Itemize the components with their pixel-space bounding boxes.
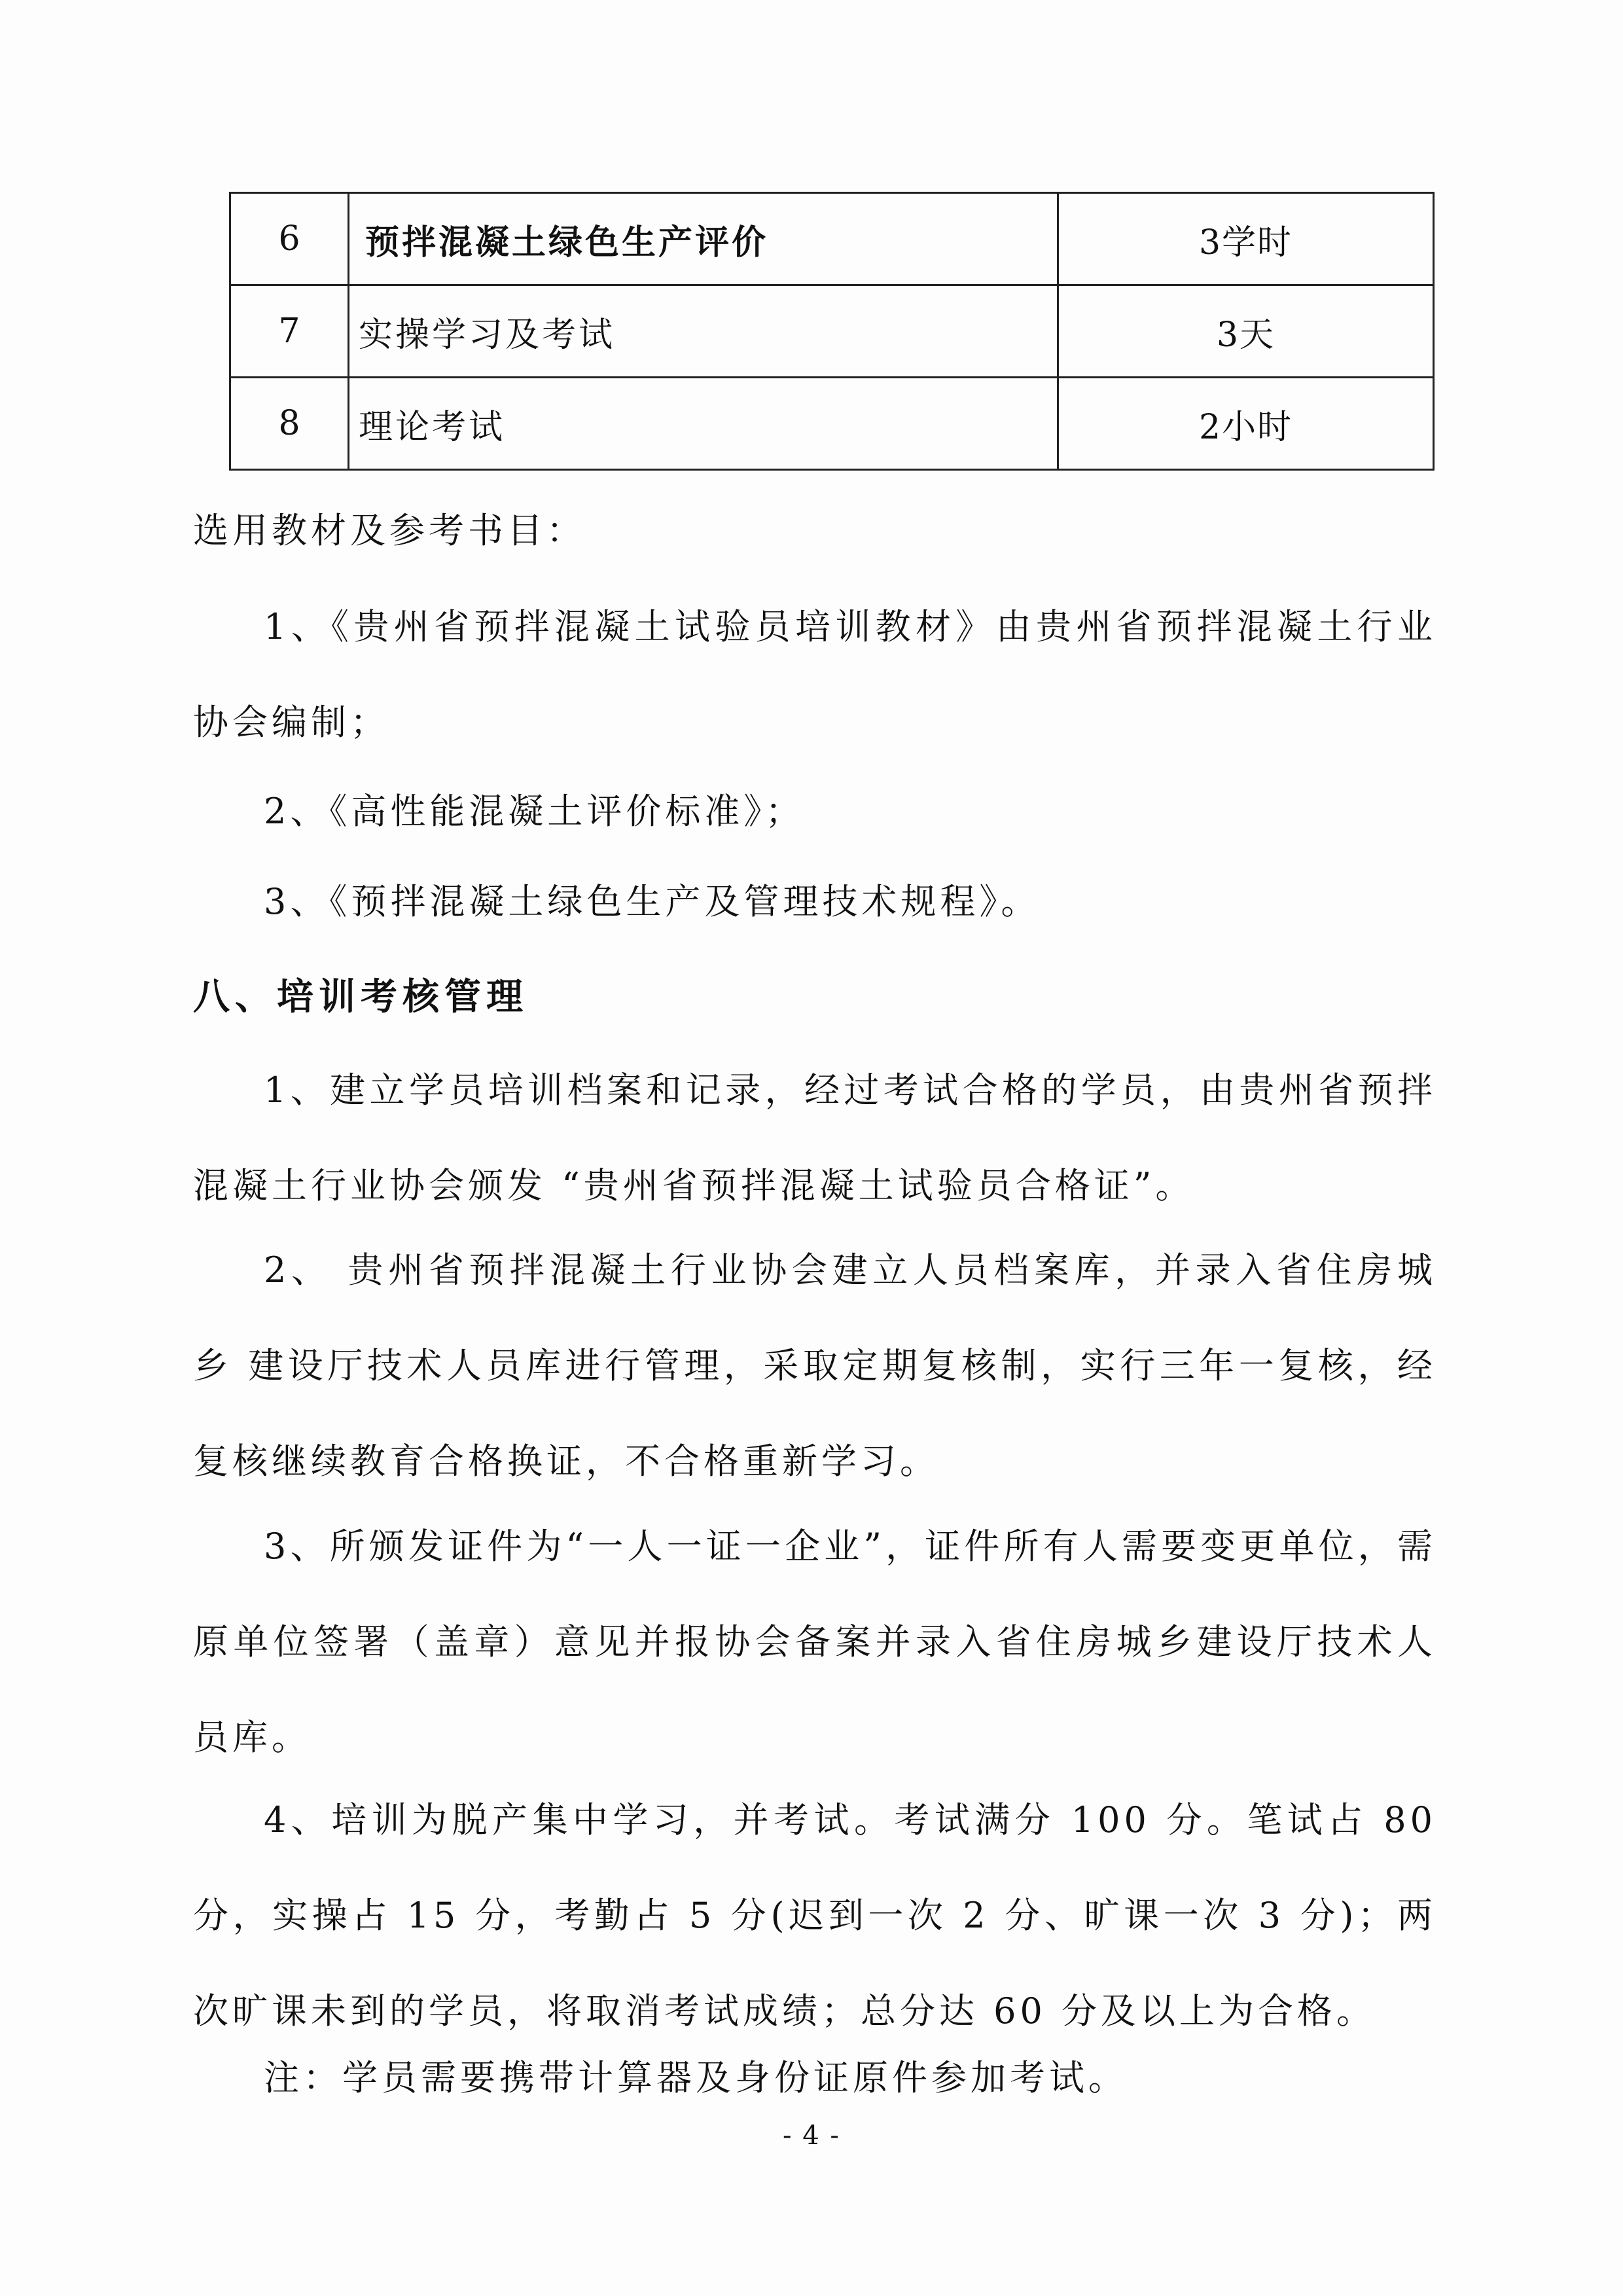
assessment-paragraph-4: 4、培训为脱产集中学习，并考试。考试满分 100 分。笔试占 80 分，实操占 15 分，考勤占 5 分(迟到一次 2 分、旷课一次 3 分)；两次旷课未到的学员，将取消考试成绩；总分达 60 分及以上为合格。 bbox=[193, 1799, 1436, 2032]
materials-item-1: 1、《贵州省预拌混凝土试验员培训教材》由贵州省预拌混凝土行业协会编制； bbox=[193, 606, 1436, 743]
course-hours-cell: 2小时 bbox=[1058, 378, 1434, 470]
course-schedule-table bbox=[229, 192, 1435, 471]
table-row bbox=[230, 193, 1434, 285]
materials-item-2: 2、《高性能混凝土评价标准》； bbox=[264, 791, 805, 832]
assessment-paragraph-1: 1、建立学员培训档案和记录，经过考试合格的学员，由贵州省预拌混凝土行业协会颁发 “贵州省预拌混凝土试验员合格证”。 bbox=[193, 1069, 1436, 1206]
assessment-paragraph-3: 3、所颁发证件为“一人一证一企业”，证件所有人需要变更单位，需原单位签署（盖章）意见并报协会备案并录入省住房城乡建设厅技术人员库。 bbox=[193, 1526, 1436, 1758]
materials-item-3: 3、《预拌混凝土绿色生产及管理技术规程》。 bbox=[264, 881, 1041, 922]
row-number-cell: 8 bbox=[230, 378, 349, 470]
page-number: - 4 - bbox=[783, 2121, 840, 2151]
row-number-cell: 7 bbox=[230, 285, 349, 378]
table-row bbox=[230, 378, 1434, 470]
exam-note: 注：学员需要携带计算器及身份证原件参加考试。 bbox=[264, 2057, 1128, 2098]
course-topic-cell: 预拌混凝土绿色生产评价 bbox=[349, 193, 1058, 285]
table-row bbox=[230, 285, 1434, 378]
course-topic-cell: 实操学习及考试 bbox=[349, 285, 1058, 378]
section-heading: 八、培训考核管理 bbox=[193, 975, 528, 1018]
assessment-paragraph-2: 2、 贵州省预拌混凝土行业协会建立人员档案库，并录入省住房城乡 建设厅技术人员库进行管理，采取定期复核制，实行三年一复核，经复核继续教育合格换证，不合格重新学习。 bbox=[193, 1249, 1436, 1482]
row-number-cell: 6 bbox=[230, 193, 349, 285]
course-hours-cell: 3天 bbox=[1058, 285, 1434, 378]
course-hours-cell: 3学时 bbox=[1058, 193, 1434, 285]
materials-intro: 选用教材及参考书目： bbox=[193, 510, 586, 551]
course-topic-cell: 理论考试 bbox=[349, 378, 1058, 470]
